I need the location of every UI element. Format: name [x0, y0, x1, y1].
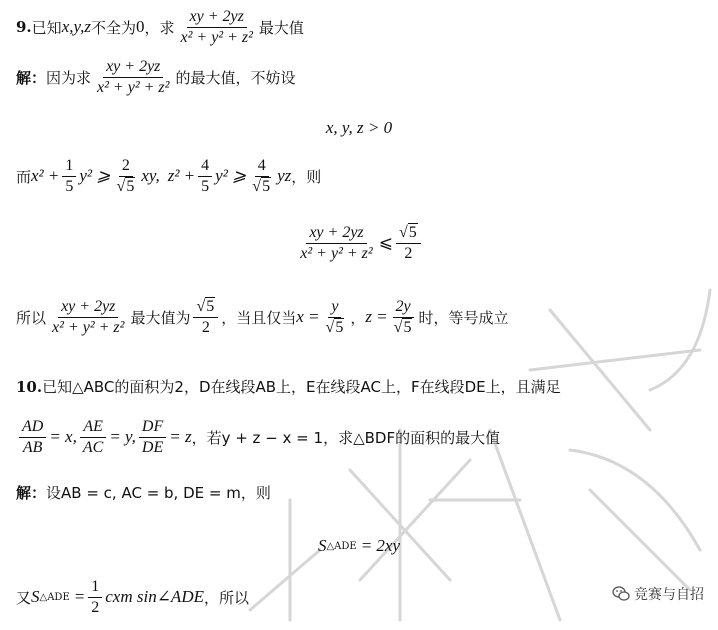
amgm-inequalities: 而 x² + $\frac{1}{5}$ y² ⩾ $\frac{2}{√5}$ xy, z² + $\frac{4}{5}$ y² ⩾ $\frac{4}{√5}$ yz ，则	[16, 157, 322, 195]
problem9-vars: x,y,z	[61, 17, 91, 37]
problem9-solution-intro: 解： 因为求 $\frac{xy + 2yz}{\text{x² + y² + z²}}$ 的最大值，不妨设	[16, 58, 296, 96]
problem9-conclusion: 所以 $\frac{xy + 2yz}{\text{x² + y² + z²}}$ 最大值为 $\frac{√5}{2}$ ，当且仅当 x = $\frac{y}{√5}$ ， z = $\frac{2y}{√5}$ 时，等号成立	[16, 298, 509, 336]
area-sine-formula: 又 S △ADE = $\frac{1}{2}$ cxm sin∠ADE ，所以	[16, 578, 249, 616]
intro-fraction: $\frac{xy + 2yz}{\text{x² + y² + z²}}$	[97, 58, 170, 96]
problem10-ratios: $\frac{AD}{AB}$ = x, $\frac{AE}{AC}$ = y, $\frac{DF}{DE}$ = z ，若y + z − x = 1，求△BDF的面积的最大值	[16, 418, 500, 457]
problem9-number: 9.	[16, 18, 32, 37]
problem9-prefix: 已知	[31, 18, 62, 37]
problem9-not-all-zero: 不全为	[90, 18, 136, 37]
logo-text: 竞赛与自招	[634, 587, 704, 603]
problem9-max-value: 最大值	[258, 18, 304, 37]
assumption-equation: x, y, z > 0	[325, 118, 393, 137]
problem10-solution-setup: 解： 设AB = c, AC = b, DE = m，则	[16, 484, 271, 502]
problem9-comma-find: ，求	[144, 18, 175, 37]
problem9-zero: 0	[135, 17, 145, 37]
problem9-fraction: $\frac{xy + 2yz}{\text{x² + y² + z²}}$	[180, 8, 253, 46]
problem10-statement: 10. 已知△ABC的面积为2，D在线段AB上，E在线段AC上，F在线段DE上，且满足	[16, 377, 561, 396]
problem9-statement	[16, 8, 304, 47]
problem10-number: 10.	[16, 377, 43, 396]
area-equation: S △ADE = 2xy	[317, 536, 401, 555]
account-logo	[612, 584, 704, 604]
solution-label: 解：	[16, 68, 47, 87]
wechat-icon	[612, 586, 630, 602]
result-inequality: $\frac{xy + 2yz}{\text{x² + y² + z²}}$ ⩽ $\frac{√5}{2}$	[0, 224, 718, 263]
